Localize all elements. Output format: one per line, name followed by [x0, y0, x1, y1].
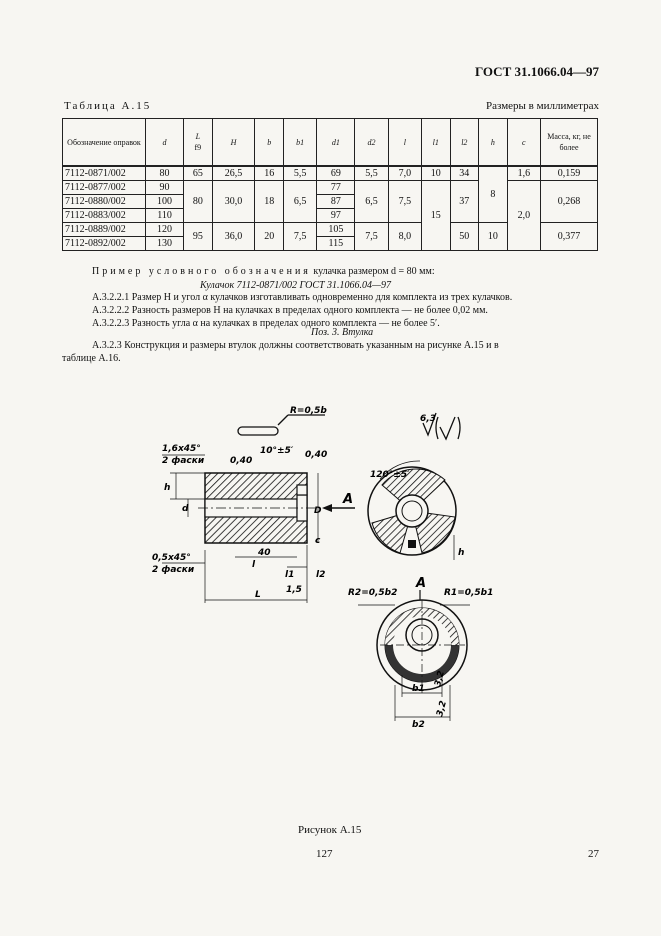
- col-b1: b1: [283, 119, 316, 167]
- label-D: D: [314, 506, 322, 516]
- label-c: c: [315, 536, 321, 546]
- cell: 7112-0889/002: [63, 223, 146, 237]
- table-header-row: [63, 119, 598, 167]
- col-h: h: [479, 119, 508, 167]
- cell: 6,5: [355, 181, 388, 223]
- label-angle-10: 10°±5′: [260, 446, 294, 456]
- cell: 97: [317, 209, 355, 223]
- cell: 37: [450, 181, 479, 223]
- label-chamfer-top-note: 2 фаски: [162, 456, 205, 466]
- label-b1: b1: [412, 684, 425, 694]
- cell: 110: [146, 209, 184, 223]
- col-l2: l2: [450, 119, 479, 167]
- figure-caption: Рисунок А.15: [298, 824, 362, 836]
- cell: 6,5: [283, 181, 316, 223]
- label-r1: R1=0,5b1: [444, 588, 494, 598]
- cell: 7,5: [283, 223, 316, 251]
- cell: 77: [317, 181, 355, 195]
- cell: 8,0: [388, 223, 421, 251]
- cell: 130: [146, 237, 184, 251]
- col-d: d: [146, 119, 184, 167]
- cell: 10: [421, 166, 450, 181]
- label-view-a: A: [343, 492, 354, 507]
- cell: 8: [479, 166, 508, 223]
- cell: 1,6: [507, 166, 540, 181]
- col-d1: d1: [317, 119, 355, 167]
- cell: 87: [317, 195, 355, 209]
- cell: 7,5: [355, 223, 388, 251]
- label-rough-040-b: 0,40: [305, 450, 328, 460]
- label-angle-120: 120°±5′: [370, 470, 410, 480]
- cell: 5,5: [355, 166, 388, 181]
- cell: 15: [421, 181, 450, 251]
- table-row: [63, 181, 598, 195]
- cell: 2,0: [507, 181, 540, 251]
- label-chamfer-bottom-note: 2 фаски: [152, 565, 195, 575]
- paragraph-a323: А.3.2.3 Конструкция и размеры втулок должны соответствовать указанным на рисунке А.15 и в: [92, 340, 499, 351]
- cell: 105: [317, 223, 355, 237]
- cell: 16: [255, 166, 284, 181]
- cell: 36,0: [212, 223, 255, 251]
- paragraph-a323-cont: таблице А.16.: [62, 353, 121, 364]
- example-line: Пример условного обозначения кулачка размером d = 80 мм:: [92, 266, 435, 277]
- cell: 0,268: [541, 181, 598, 223]
- section-view: [162, 455, 355, 603]
- cell: 120: [146, 223, 184, 237]
- cell: 7112-0871/002: [63, 166, 146, 181]
- cell: 69: [317, 166, 355, 181]
- example-designation: Кулачок 7112-0871/002 ГОСТ 31.1066.04—97: [200, 280, 391, 291]
- label-roughness: 6,3: [420, 414, 436, 424]
- label-view-a2: A: [416, 576, 427, 591]
- col-L: L f9: [184, 119, 213, 167]
- cell: 100: [146, 195, 184, 209]
- label-r-groove: R=0,5b: [290, 406, 327, 416]
- cell: 7112-0880/002: [63, 195, 146, 209]
- cell: 65: [184, 166, 213, 181]
- label-h-end: h: [458, 548, 465, 558]
- cell: 115: [317, 237, 355, 251]
- col-l1: l1: [421, 119, 450, 167]
- label-L: L: [255, 590, 261, 600]
- cell: 50: [450, 223, 479, 251]
- paragraph-a3222: А.3.2.2.2 Разность размеров H на кулачках в пределах одного комплекта — не более 0,02 мм.: [92, 305, 488, 316]
- col-b: b: [255, 119, 284, 167]
- col-mass: Масса, кг, не более: [541, 119, 598, 167]
- cell: 90: [146, 181, 184, 195]
- label-l2: l2: [316, 570, 326, 580]
- label-chamfer-bottom: 0,5x45°: [152, 553, 191, 563]
- col-c: c: [507, 119, 540, 167]
- cell: 0,377: [541, 223, 598, 251]
- cell: 26,5: [212, 166, 255, 181]
- table-units: Размеры в миллиметрах: [486, 100, 599, 112]
- paragraph-a3223: А.3.2.2.3 Разность угла α на кулачках в пределах одного комплекта — не более 5′.: [92, 318, 440, 329]
- label-15: 1,5: [286, 585, 302, 595]
- cell: 0,159: [541, 166, 598, 181]
- cell: 20: [255, 223, 284, 251]
- view-a: [358, 590, 470, 721]
- cell: 5,5: [283, 166, 316, 181]
- standard-code: ГОСТ 31.1066.04—97: [474, 64, 599, 79]
- cell: 80: [146, 166, 184, 181]
- label-40: 40: [258, 548, 271, 558]
- label-rough-040-a: 0,40: [230, 456, 253, 466]
- spec-table: [62, 118, 598, 251]
- label-b2: b2: [412, 720, 425, 730]
- label-32a: 3,2: [433, 669, 448, 688]
- page-number-right: 27: [588, 848, 599, 860]
- col-l: l: [388, 119, 421, 167]
- label-chamfer-top: 1,6x45°: [162, 444, 201, 454]
- table-title: Таблица А.15: [64, 100, 152, 112]
- cell: 7112-0883/002: [63, 209, 146, 223]
- technical-drawing: [140, 395, 494, 730]
- table-row: [63, 166, 598, 181]
- label-l1: l1: [285, 570, 295, 580]
- cell: 80: [184, 181, 213, 223]
- label-r2: R2=0,5b2: [348, 588, 398, 598]
- cell: 7,0: [388, 166, 421, 181]
- label-h: h: [164, 483, 171, 493]
- col-d2: d2: [355, 119, 388, 167]
- cell: 34: [450, 166, 479, 181]
- col-H: H: [212, 119, 255, 167]
- cell: 10: [479, 223, 508, 251]
- cell: 18: [255, 181, 284, 223]
- cell: 7112-0892/002: [63, 237, 146, 251]
- label-32b: 3,2: [435, 699, 450, 718]
- cell: 7,5: [388, 181, 421, 223]
- page-number-center: 127: [316, 848, 333, 860]
- col-designation: Обозначение оправок: [63, 119, 146, 167]
- cell: 30,0: [212, 181, 255, 223]
- position-heading: Поз. 3. Втулка: [311, 327, 374, 338]
- groove-detail: [238, 415, 325, 435]
- paragraph-a3221: А.3.2.2.1 Размер H и угол α кулачков изготавливать одновременно для комплекта из трех кулачков.: [92, 292, 513, 303]
- label-d: d: [182, 504, 189, 514]
- cell: 95: [184, 223, 213, 251]
- label-l: l: [252, 560, 256, 570]
- cell: 7112-0877/002: [63, 181, 146, 195]
